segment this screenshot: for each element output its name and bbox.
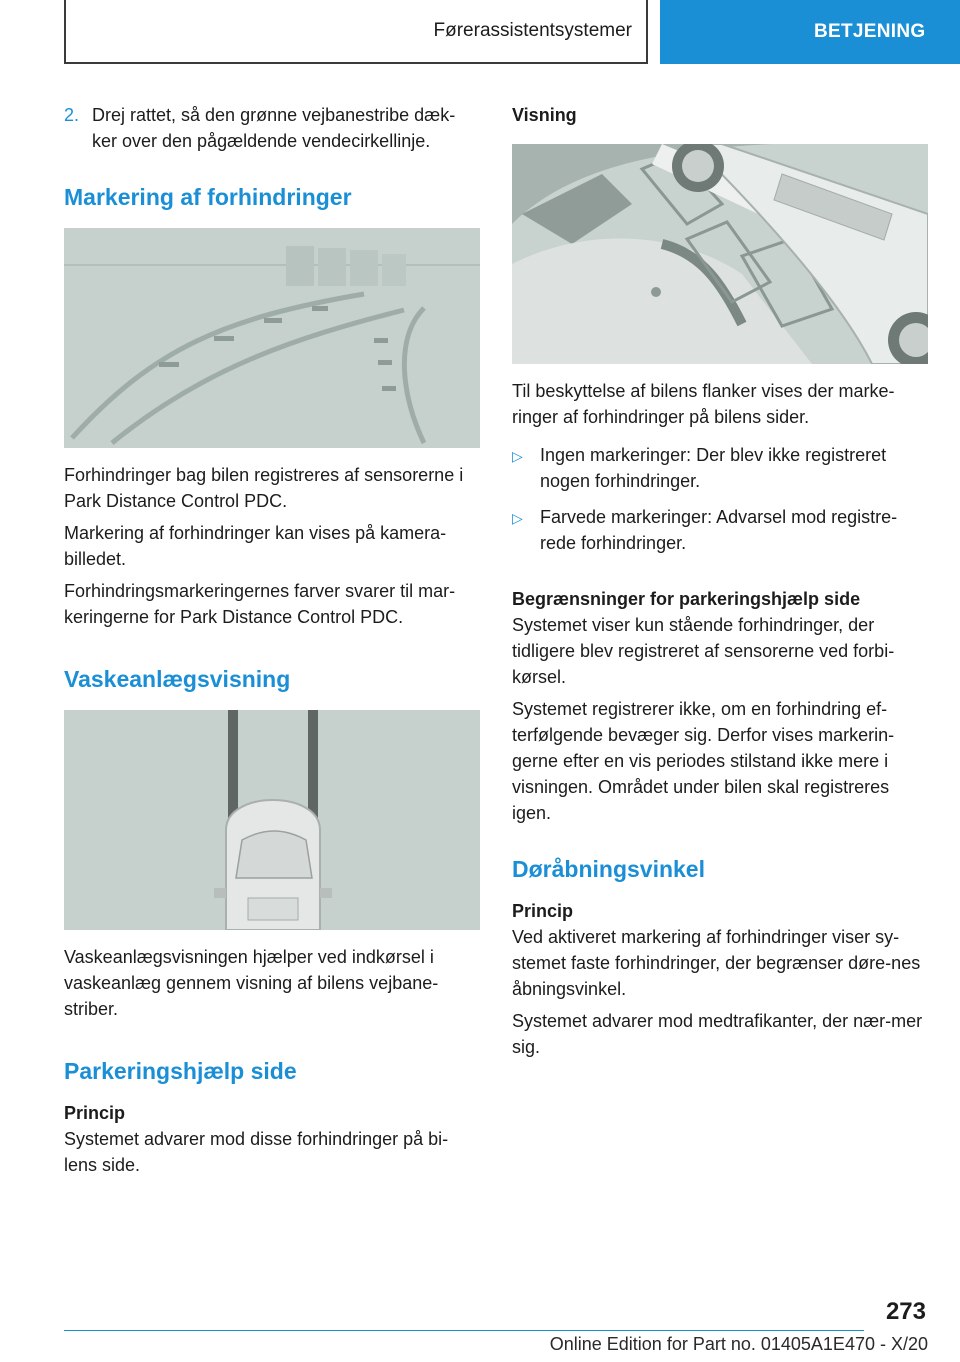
heading-car-wash-view: Vaskeanlægsvisning [64,666,291,692]
door-paragraph-1: Ved aktiveret markering af forhindringer viser sy-stemet faste forhindringer, der begrænser døre-nes åbningsvinkel. [512,927,921,999]
header-chapter-tab [660,0,960,64]
view-paragraph-1: Til beskyttelse af bilens flanker vises der marke-ringer af forhindringer på bilens sider. [512,381,895,427]
right-column [512,102,928,1066]
header-section-title [64,0,648,64]
list-item [512,442,928,494]
heading-view: Visning [512,105,577,125]
chapter-title: BETJENING [814,21,926,42]
heading-side-parking-assist: Parkeringshjælp side [64,1058,297,1084]
door-paragraph-2: Systemet advarer mod medtrafikanter, der nær-mer sig. [512,1011,923,1057]
step-2 [64,102,480,154]
obstacles-paragraph-2: Markering af forhindringer kan vises på kamera-billedet. [64,523,447,569]
step-number: 2. [64,105,80,125]
bullet-text-1: Ingen markeringer: Der blev ikke registreret nogen forhindringer. [540,445,887,491]
heading-obstacle-marking: Markering af forhindringer [64,184,352,210]
obstacle-marking-figure [64,228,480,448]
side-view-figure [512,144,928,364]
section-title: Førerassistentsystemer [433,20,632,41]
obstacles-paragraph-1: Forhindringer bag bilen registreres af sensorerne i Park Distance Control PDC. [64,465,464,511]
limits-paragraph-2: Systemet registrerer ikke, om en forhindring ef-terfølgende bevæger sig. Derfor vises markerin-gerne efter en vis periodes stilstand ikke mere i visningen. Området under bilen skal registreres igen. [512,699,895,823]
triangle-bullet-icon: ▷ [512,448,523,464]
footer-edition: Online Edition for Part no. 01405A1E470 - X/20 [549,1334,928,1354]
car-wash-figure [64,710,480,930]
side-paragraph-1: Systemet advarer mod disse forhindringer på bi-lens side. [64,1129,449,1175]
left-column [64,102,480,1184]
heading-limitations: Begrænsninger for parkeringshjælp side [512,589,861,609]
subheading-principle: Princip [512,901,574,921]
footer-divider [64,1330,864,1331]
wash-paragraph-1: Vaskeanlægsvisningen hjælper ved indkørsel i vaskeanlæg gennem visning af bilens vejbane-striber. [64,947,439,1019]
subheading-principle: Princip [64,1103,126,1123]
list-item [512,504,928,556]
bullet-text-2: Farvede markeringer: Advarsel mod registre-rede forhindringer. [540,507,898,553]
page-number: 273 [885,1298,926,1325]
limits-paragraph-1: Systemet viser kun stående forhindringer, der tidligere blev registreret af sensorerne ved forbi-kørsel. [512,615,895,687]
obstacles-paragraph-3: Forhindringsmarkeringernes farver svarer til mar-keringerne for Park Distance Control PDC. [64,581,456,627]
heading-door-opening-angle: Døråbningsvinkel [512,856,705,882]
triangle-bullet-icon: ▷ [512,510,523,526]
step-text: Drej rattet, så den grønne vejbanestribe dæk-ker over den pågældende vendecirkellinje. [92,105,456,151]
